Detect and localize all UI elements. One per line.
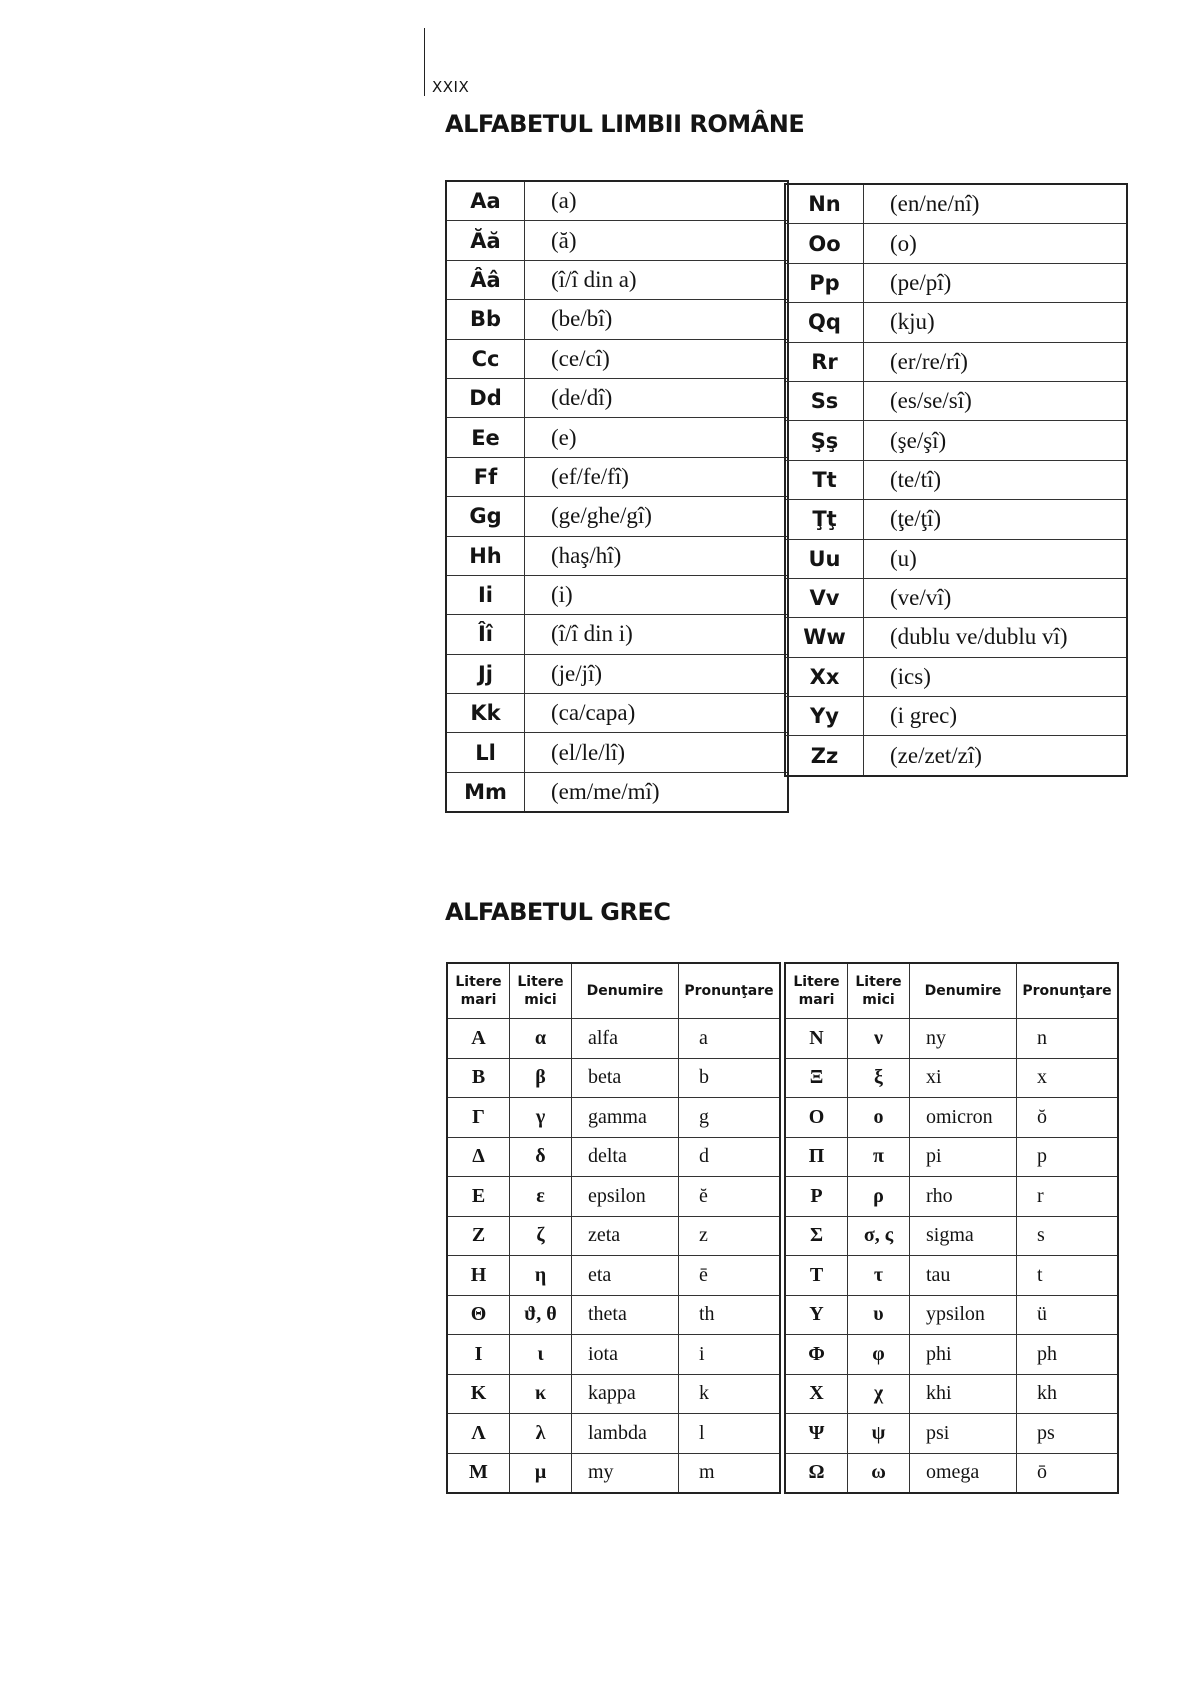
lowercase-letter-cell: σ, ς (848, 1216, 910, 1256)
letter-name-cell: zeta (572, 1216, 679, 1256)
table-row (446, 575, 788, 614)
letter-name-cell: (em/me/mî) (525, 772, 789, 812)
lowercase-letter-cell: ϑ, θ (510, 1295, 572, 1335)
letter-name-cell: theta (572, 1295, 679, 1335)
letter-cell: Jj (446, 654, 525, 693)
letter-cell: Yy (785, 697, 864, 736)
letter-cell: Tt (785, 460, 864, 499)
letter-name-cell: (ve/vî) (864, 578, 1128, 617)
table-row (447, 1453, 780, 1493)
letter-cell: Zz (785, 736, 864, 776)
uppercase-letter-cell: Σ (785, 1216, 848, 1256)
lowercase-letter-cell: δ (510, 1137, 572, 1177)
table-row (785, 1256, 1118, 1296)
letter-name-cell: (haş/hî) (525, 536, 789, 575)
pronunciation-cell: z (679, 1216, 781, 1256)
table-row (446, 339, 788, 378)
letter-name-cell: (kju) (864, 303, 1128, 342)
header-name: Denumire (910, 963, 1017, 1019)
page-number: XXIX (432, 78, 470, 96)
table-row (446, 536, 788, 575)
romanian-alphabet-table-left (445, 180, 789, 813)
table-row (785, 421, 1127, 460)
table-row (447, 1019, 780, 1059)
pronunciation-cell: l (679, 1414, 781, 1454)
header-pronunciation: Pronunţare (679, 963, 781, 1019)
letter-name-cell: omicron (910, 1098, 1017, 1138)
table-row (785, 224, 1127, 263)
lowercase-letter-cell: κ (510, 1374, 572, 1414)
letter-cell: Ee (446, 418, 525, 457)
pronunciation-cell: s (1017, 1216, 1119, 1256)
letter-cell: Kk (446, 694, 525, 733)
uppercase-letter-cell: Υ (785, 1295, 848, 1335)
pronunciation-cell: t (1017, 1256, 1119, 1296)
table-row (785, 184, 1127, 224)
lowercase-letter-cell: τ (848, 1256, 910, 1296)
letter-name-cell: (ca/capa) (525, 694, 789, 733)
letter-name-cell: tau (910, 1256, 1017, 1296)
letter-name-cell: eta (572, 1256, 679, 1296)
letter-cell: Ţţ (785, 500, 864, 539)
pronunciation-cell: d (679, 1137, 781, 1177)
letter-name-cell: kappa (572, 1374, 679, 1414)
letter-name-cell: (ze/zet/zî) (864, 736, 1128, 776)
letter-name-cell: khi (910, 1374, 1017, 1414)
uppercase-letter-cell: Θ (447, 1295, 510, 1335)
lowercase-letter-cell: ξ (848, 1058, 910, 1098)
romanian-alphabet-title: ALFABETUL LIMBII ROMÂNE (445, 110, 805, 138)
letter-name-cell: sigma (910, 1216, 1017, 1256)
uppercase-letter-cell: Ν (785, 1019, 848, 1059)
header-lower: Litere mici (510, 963, 572, 1019)
uppercase-letter-cell: Ξ (785, 1058, 848, 1098)
letter-name-cell: (dublu ve/dublu vî) (864, 618, 1128, 657)
table-row (785, 381, 1127, 420)
lowercase-letter-cell: χ (848, 1374, 910, 1414)
lowercase-letter-cell: π (848, 1137, 910, 1177)
table-row (785, 500, 1127, 539)
table-row (447, 1335, 780, 1375)
table-row (447, 1295, 780, 1335)
uppercase-letter-cell: Η (447, 1256, 510, 1296)
lowercase-letter-cell: υ (848, 1295, 910, 1335)
table-row (446, 457, 788, 496)
letter-cell: Ăă (446, 221, 525, 260)
uppercase-letter-cell: Α (447, 1019, 510, 1059)
pronunciation-cell: kh (1017, 1374, 1119, 1414)
uppercase-letter-cell: Φ (785, 1335, 848, 1375)
letter-name-cell: (ef/fe/fî) (525, 457, 789, 496)
table-row (446, 378, 788, 417)
letter-name-cell: (es/se/sî) (864, 381, 1128, 420)
romanian-alphabet-table-right (784, 183, 1128, 777)
table-row (447, 1256, 780, 1296)
letter-name-cell: phi (910, 1335, 1017, 1375)
table-row (785, 736, 1127, 776)
margin-rule (424, 28, 425, 96)
pronunciation-cell: ŏ (1017, 1098, 1119, 1138)
letter-name-cell: (î/î din a) (525, 260, 789, 299)
table-row (785, 303, 1127, 342)
pronunciation-cell: ĕ (679, 1177, 781, 1217)
letter-name-cell: (ics) (864, 657, 1128, 696)
table-row (785, 1216, 1118, 1256)
letter-name-cell: my (572, 1453, 679, 1493)
uppercase-letter-cell: Ε (447, 1177, 510, 1217)
table-row (447, 1216, 780, 1256)
lowercase-letter-cell: ν (848, 1019, 910, 1059)
table-row (446, 181, 788, 221)
greek-alphabet-table-left (446, 962, 781, 1494)
table-row (785, 697, 1127, 736)
lowercase-letter-cell: ψ (848, 1414, 910, 1454)
uppercase-letter-cell: Ι (447, 1335, 510, 1375)
lowercase-letter-cell: λ (510, 1414, 572, 1454)
table-row (785, 1019, 1118, 1059)
letter-name-cell: (er/re/rî) (864, 342, 1128, 381)
table-row (785, 1374, 1118, 1414)
pronunciation-cell: n (1017, 1019, 1119, 1059)
letter-name-cell: (de/dî) (525, 378, 789, 417)
letter-cell: Aa (446, 181, 525, 221)
letter-name-cell: (pe/pî) (864, 263, 1128, 302)
uppercase-letter-cell: Τ (785, 1256, 848, 1296)
pronunciation-cell: x (1017, 1058, 1119, 1098)
table-row (785, 539, 1127, 578)
letter-cell: Ll (446, 733, 525, 772)
uppercase-letter-cell: Μ (447, 1453, 510, 1493)
pronunciation-cell: ps (1017, 1414, 1119, 1454)
uppercase-letter-cell: Ζ (447, 1216, 510, 1256)
lowercase-letter-cell: η (510, 1256, 572, 1296)
table-row (446, 733, 788, 772)
letter-name-cell: (ge/ghe/gî) (525, 497, 789, 536)
uppercase-letter-cell: Λ (447, 1414, 510, 1454)
header-upper: Litere mari (785, 963, 848, 1019)
letter-name-cell: (a) (525, 181, 789, 221)
table-row (447, 1374, 780, 1414)
table-row (447, 1098, 780, 1138)
header-upper: Litere mari (447, 963, 510, 1019)
uppercase-letter-cell: Ρ (785, 1177, 848, 1217)
letter-name-cell: iota (572, 1335, 679, 1375)
letter-cell: Ss (785, 381, 864, 420)
letter-name-cell: (i) (525, 575, 789, 614)
lowercase-letter-cell: α (510, 1019, 572, 1059)
lowercase-letter-cell: γ (510, 1098, 572, 1138)
table-row (785, 1177, 1118, 1217)
letter-name-cell: omega (910, 1453, 1017, 1493)
letter-name-cell: (o) (864, 224, 1128, 263)
table-header-row (447, 963, 780, 1019)
letter-cell: Uu (785, 539, 864, 578)
letter-cell: Ff (446, 457, 525, 496)
letter-cell: Ii (446, 575, 525, 614)
table-row (785, 657, 1127, 696)
pronunciation-cell: r (1017, 1177, 1119, 1217)
table-row (785, 578, 1127, 617)
header-lower: Litere mici (848, 963, 910, 1019)
table-row (447, 1414, 780, 1454)
uppercase-letter-cell: Κ (447, 1374, 510, 1414)
letter-name-cell: (en/ne/nî) (864, 184, 1128, 224)
pronunciation-cell: k (679, 1374, 781, 1414)
letter-cell: Şş (785, 421, 864, 460)
uppercase-letter-cell: Ψ (785, 1414, 848, 1454)
letter-name-cell: beta (572, 1058, 679, 1098)
letter-name-cell: lambda (572, 1414, 679, 1454)
uppercase-letter-cell: Χ (785, 1374, 848, 1414)
letter-cell: Ââ (446, 260, 525, 299)
letter-cell: Hh (446, 536, 525, 575)
table-row (785, 618, 1127, 657)
table-row (446, 418, 788, 457)
letter-name-cell: xi (910, 1058, 1017, 1098)
table-row (446, 772, 788, 812)
letter-name-cell: (el/le/lî) (525, 733, 789, 772)
letter-name-cell: (ce/cî) (525, 339, 789, 378)
letter-name-cell: (je/jî) (525, 654, 789, 693)
letter-name-cell: ypsilon (910, 1295, 1017, 1335)
pronunciation-cell: ph (1017, 1335, 1119, 1375)
pronunciation-cell: p (1017, 1137, 1119, 1177)
table-row (785, 1058, 1118, 1098)
pronunciation-cell: b (679, 1058, 781, 1098)
table-row (446, 694, 788, 733)
pronunciation-cell: ē (679, 1256, 781, 1296)
letter-name-cell: epsilon (572, 1177, 679, 1217)
letter-name-cell: gamma (572, 1098, 679, 1138)
lowercase-letter-cell: ρ (848, 1177, 910, 1217)
pronunciation-cell: g (679, 1098, 781, 1138)
letter-cell: Dd (446, 378, 525, 417)
letter-cell: Vv (785, 578, 864, 617)
pronunciation-cell: i (679, 1335, 781, 1375)
letter-name-cell: alfa (572, 1019, 679, 1059)
letter-cell: Nn (785, 184, 864, 224)
letter-name-cell: psi (910, 1414, 1017, 1454)
letter-name-cell: (e) (525, 418, 789, 457)
table-row (785, 1295, 1118, 1335)
header-name: Denumire (572, 963, 679, 1019)
letter-cell: Bb (446, 300, 525, 339)
letter-name-cell: ny (910, 1019, 1017, 1059)
letter-name-cell: (te/tî) (864, 460, 1128, 499)
lowercase-letter-cell: β (510, 1058, 572, 1098)
table-row (785, 1453, 1118, 1493)
lowercase-letter-cell: ι (510, 1335, 572, 1375)
table-row (785, 263, 1127, 302)
table-row (446, 497, 788, 536)
lowercase-letter-cell: φ (848, 1335, 910, 1375)
table-row (446, 260, 788, 299)
pronunciation-cell: ü (1017, 1295, 1119, 1335)
lowercase-letter-cell: ζ (510, 1216, 572, 1256)
table-row (447, 1137, 780, 1177)
letter-cell: Rr (785, 342, 864, 381)
letter-name-cell: (ţe/ţî) (864, 500, 1128, 539)
table-row (785, 1335, 1118, 1375)
table-row (447, 1177, 780, 1217)
letter-cell: Xx (785, 657, 864, 696)
letter-cell: Gg (446, 497, 525, 536)
lowercase-letter-cell: μ (510, 1453, 572, 1493)
letter-cell: Îî (446, 615, 525, 654)
letter-cell: Ww (785, 618, 864, 657)
letter-name-cell: (şe/şî) (864, 421, 1128, 460)
table-row (446, 654, 788, 693)
letter-name-cell: (ă) (525, 221, 789, 260)
letter-cell: Oo (785, 224, 864, 263)
table-row (785, 460, 1127, 499)
letter-name-cell: pi (910, 1137, 1017, 1177)
pronunciation-cell: m (679, 1453, 781, 1493)
greek-alphabet-table-right (784, 962, 1119, 1494)
letter-name-cell: rho (910, 1177, 1017, 1217)
table-row (447, 1058, 780, 1098)
letter-cell: Cc (446, 339, 525, 378)
table-row (446, 300, 788, 339)
lowercase-letter-cell: ε (510, 1177, 572, 1217)
uppercase-letter-cell: Β (447, 1058, 510, 1098)
table-row (785, 1414, 1118, 1454)
table-row (785, 1098, 1118, 1138)
uppercase-letter-cell: Γ (447, 1098, 510, 1138)
uppercase-letter-cell: Δ (447, 1137, 510, 1177)
letter-name-cell: (i grec) (864, 697, 1128, 736)
pronunciation-cell: th (679, 1295, 781, 1335)
pronunciation-cell: a (679, 1019, 781, 1059)
letter-name-cell: (be/bî) (525, 300, 789, 339)
pronunciation-cell: ō (1017, 1453, 1119, 1493)
letter-cell: Qq (785, 303, 864, 342)
header-pronunciation: Pronunţare (1017, 963, 1119, 1019)
letter-name-cell: delta (572, 1137, 679, 1177)
table-row (785, 1137, 1118, 1177)
letter-name-cell: (î/î din i) (525, 615, 789, 654)
greek-alphabet-title: ALFABETUL GREC (445, 898, 671, 926)
lowercase-letter-cell: ο (848, 1098, 910, 1138)
letter-cell: Mm (446, 772, 525, 812)
table-row (446, 615, 788, 654)
letter-name-cell: (u) (864, 539, 1128, 578)
letter-cell: Pp (785, 263, 864, 302)
table-row (785, 342, 1127, 381)
uppercase-letter-cell: Π (785, 1137, 848, 1177)
lowercase-letter-cell: ω (848, 1453, 910, 1493)
uppercase-letter-cell: Ο (785, 1098, 848, 1138)
table-row (446, 221, 788, 260)
table-header-row (785, 963, 1118, 1019)
uppercase-letter-cell: Ω (785, 1453, 848, 1493)
